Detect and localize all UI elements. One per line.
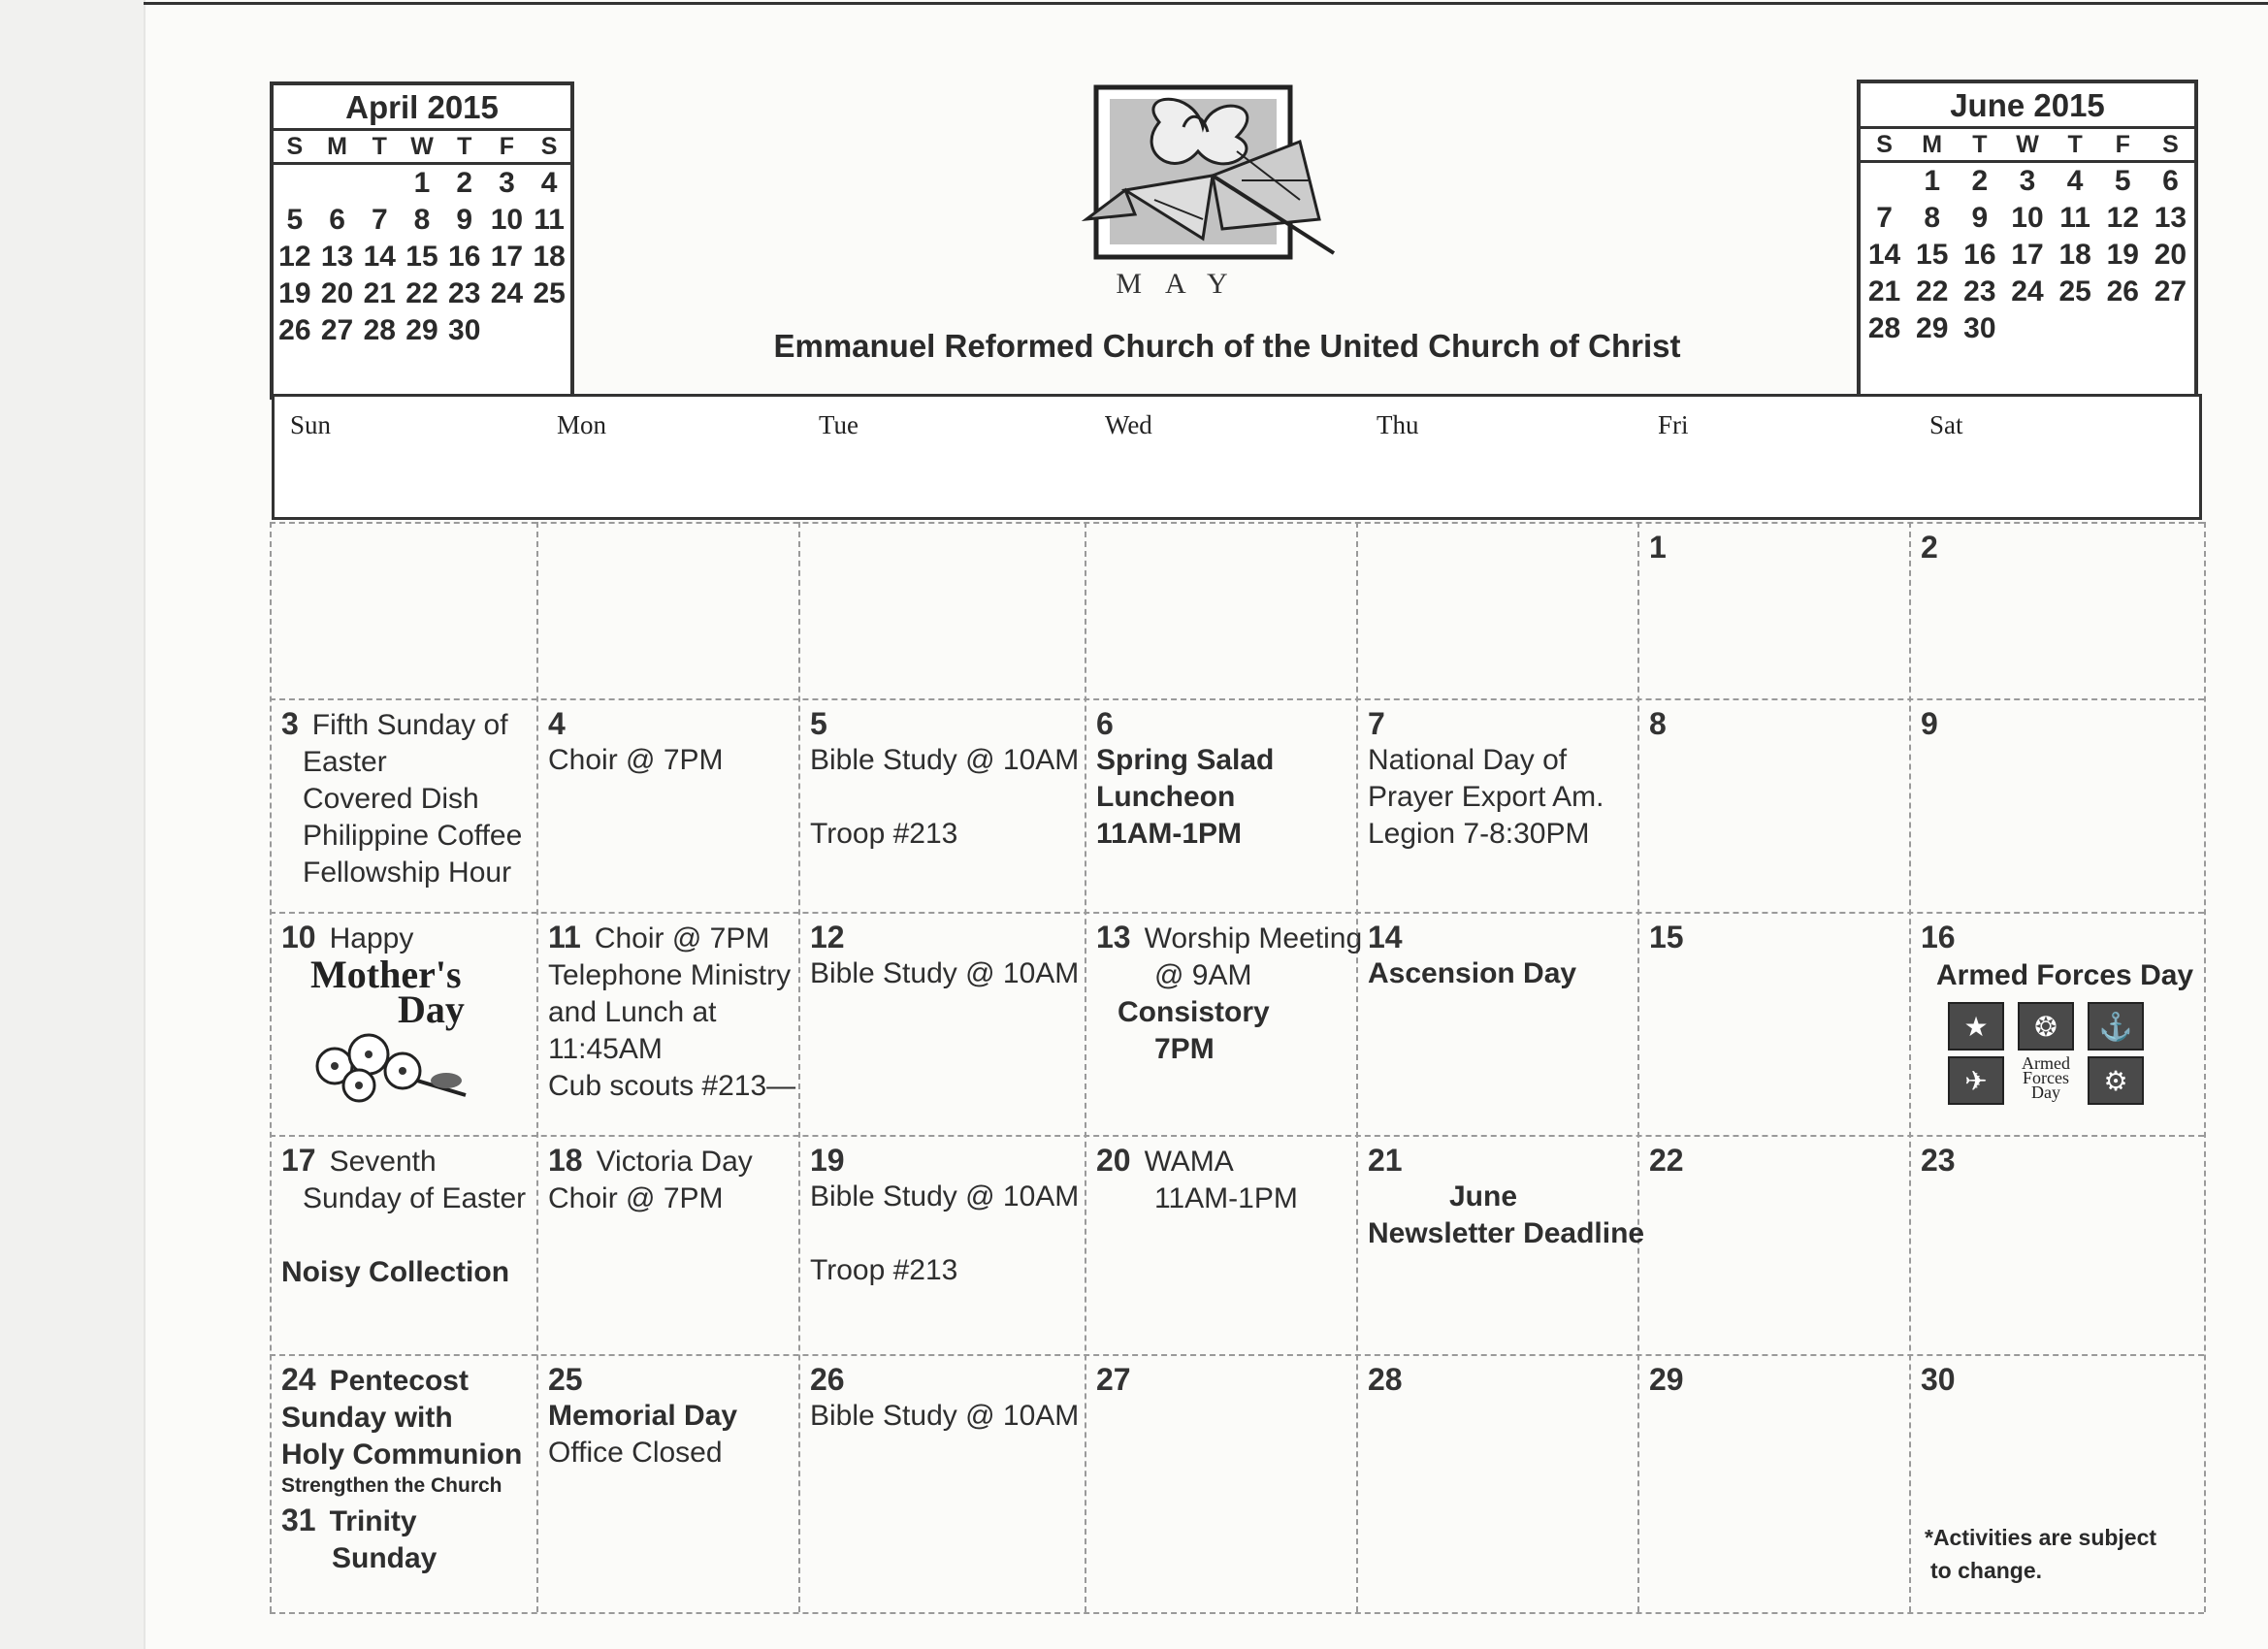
mini-calendar-day: 28 xyxy=(363,314,396,346)
day-first-line xyxy=(810,1362,1073,1398)
mini-calendar-days xyxy=(1861,163,2194,347)
mini-calendar-day: 26 xyxy=(278,314,311,346)
day-cell xyxy=(1356,698,1637,912)
day-first-line xyxy=(548,706,787,742)
event-text: Choir @ 7PM xyxy=(548,744,724,776)
weekday-thu: Thu xyxy=(1377,410,1419,439)
day-number: 31 xyxy=(281,1503,316,1537)
mini-calendar-day: 18 xyxy=(2058,239,2091,271)
event-text: Troop #213 xyxy=(810,818,958,850)
day-number: 24 xyxy=(281,1362,316,1397)
day-first-line xyxy=(1368,1362,1626,1398)
event-text xyxy=(810,1215,1073,1252)
event-text: Choir @ 7PM xyxy=(594,922,770,954)
event-text: Bible Study @ 10AM xyxy=(810,744,1080,776)
mini-calendar-day: 13 xyxy=(320,241,354,273)
event-text: Sunday xyxy=(332,1542,437,1574)
event-text: 11AM-1PM xyxy=(1154,1182,1298,1214)
event-text: Seventh xyxy=(329,1146,437,1178)
mini-calendar-dow: W xyxy=(2003,129,2051,163)
day-first-line xyxy=(1921,1143,2192,1179)
day-number: 12 xyxy=(810,920,845,954)
event-text: Troop #213 xyxy=(810,1254,958,1286)
day-cell xyxy=(1909,522,2204,698)
mini-calendar-day: 20 xyxy=(320,277,354,309)
day-cell xyxy=(1637,912,1909,1135)
mini-calendar-day: 5 xyxy=(2114,165,2131,197)
mini-calendar-day: 25 xyxy=(2058,275,2091,307)
event-text: Cub scouts #213— xyxy=(548,1070,796,1102)
note-line: to change. xyxy=(1930,1558,2043,1583)
mini-calendar-dow: T xyxy=(1956,129,2003,163)
mini-calendar-day: 23 xyxy=(1963,275,1996,307)
event-text: Victoria Day xyxy=(596,1146,753,1178)
event-text: Noisy Collection xyxy=(281,1256,510,1288)
day-number: 1 xyxy=(1649,530,1667,565)
mini-calendar-day: 8 xyxy=(1924,202,1941,234)
event-text: 11AM-1PM xyxy=(1096,818,1243,850)
day-first-line xyxy=(1921,920,2192,955)
mini-calendar-dow: S xyxy=(1861,129,1908,163)
day-cell xyxy=(1085,522,1356,698)
army-emblem-icon: ★ xyxy=(1948,1002,2004,1051)
day-number: 16 xyxy=(1921,920,1956,954)
day-first-line xyxy=(1649,706,1897,742)
mini-calendar-day: 30 xyxy=(448,314,481,346)
mini-calendar-day: 29 xyxy=(1916,312,1949,344)
event-text: Sunday with xyxy=(281,1402,453,1434)
mini-calendar-day xyxy=(316,165,359,202)
mini-calendar-day: 4 xyxy=(2066,165,2084,197)
mini-calendar-day xyxy=(2003,310,2051,347)
day-cell xyxy=(1085,912,1363,1135)
event-text: Armed Forces Day xyxy=(1936,959,2194,991)
butterfly-flower-logo xyxy=(1067,83,1348,299)
day-number: 25 xyxy=(548,1362,583,1397)
day-cell xyxy=(798,1135,1085,1354)
event-text: Trinity xyxy=(329,1505,417,1537)
day-number: 9 xyxy=(1921,706,1938,741)
mini-calendar-dow: F xyxy=(2099,129,2147,163)
weekday-fri: Fri xyxy=(1658,410,1689,439)
mini-calendar-dow: S xyxy=(274,131,316,165)
mini-calendar-dow: T xyxy=(2052,129,2099,163)
day-number: 26 xyxy=(810,1362,845,1397)
armed-forces-label-line: Forces xyxy=(2023,1068,2069,1087)
month-grid xyxy=(270,522,2204,1612)
mini-calendar-day: 19 xyxy=(2106,239,2139,271)
mini-calendar-day: 22 xyxy=(405,277,438,309)
event-text: Holy Communion xyxy=(281,1439,523,1471)
event-text: Legion 7-8:30PM xyxy=(1368,818,1590,850)
mini-calendar-day: 11 xyxy=(534,204,565,236)
mini-calendar-june xyxy=(1857,80,2198,398)
event-text: Consistory xyxy=(1118,996,1270,1028)
day-first-line xyxy=(281,1362,525,1400)
day-cell xyxy=(1637,1135,1909,1354)
mini-calendar-day: 16 xyxy=(1963,239,1996,271)
mini-calendar-day: 7 xyxy=(1876,202,1893,234)
mini-calendar-dow: M xyxy=(1908,129,1956,163)
mini-calendar-title: April 2015 xyxy=(274,85,570,131)
event-text: Sunday of Easter xyxy=(303,1182,527,1214)
day-first-line xyxy=(1368,706,1626,742)
mini-calendar-day: 12 xyxy=(2106,202,2139,234)
day-first-line xyxy=(1649,1362,1897,1398)
event-text: Philippine Coffee xyxy=(303,820,523,852)
day-number: 19 xyxy=(810,1143,845,1178)
mini-calendar-day: 21 xyxy=(1867,275,1901,307)
mini-calendar-day: 20 xyxy=(2154,239,2187,271)
mini-calendar-day: 6 xyxy=(2162,165,2179,197)
event-text: Prayer Export Am. xyxy=(1368,781,1604,813)
mini-calendar-day: 9 xyxy=(1971,202,1989,234)
scan-top-edge xyxy=(144,2,2268,5)
mini-calendar-dow: S xyxy=(528,131,570,165)
day-number: 10 xyxy=(281,920,316,954)
air-force-emblem-icon: ✈ xyxy=(1948,1056,2004,1105)
event-text: 7PM xyxy=(1154,1033,1215,1065)
day-number: 23 xyxy=(1921,1143,1956,1178)
event-text: Pentecost xyxy=(329,1365,469,1397)
mini-calendar-day xyxy=(358,349,401,386)
mini-calendar-day: 24 xyxy=(490,277,524,309)
day-cell xyxy=(1909,1354,2204,1612)
day-first-line xyxy=(1096,1143,1345,1180)
day-number: 22 xyxy=(1649,1143,1684,1178)
day-cell xyxy=(270,698,536,912)
day-first-line xyxy=(1921,530,2192,566)
event-text: Fifth Sunday of xyxy=(311,709,508,741)
day-number: 30 xyxy=(1921,1362,1956,1397)
day-first-line xyxy=(548,920,787,957)
day-number: 18 xyxy=(548,1143,583,1178)
event-text: Office Closed xyxy=(548,1437,723,1469)
day-cell xyxy=(798,698,1085,912)
event-text: Bible Study @ 10AM xyxy=(810,957,1080,989)
mothers-day-line: Mother's xyxy=(310,953,462,996)
event-text: National Day of xyxy=(1368,744,1568,776)
mothers-day-line: Day xyxy=(398,987,465,1031)
weekday-tue: Tue xyxy=(819,410,859,439)
day-cell xyxy=(270,1354,536,1612)
day-cell xyxy=(1356,912,1637,1135)
grid-horizontal-line xyxy=(270,1612,2204,1614)
mini-calendar-day: 17 xyxy=(490,241,524,273)
day-first-line xyxy=(548,1143,787,1180)
event-text: Happy xyxy=(329,922,414,954)
mini-calendar-day: 30 xyxy=(1963,312,1996,344)
day-cell xyxy=(1909,698,2204,912)
day-number: 7 xyxy=(1368,706,1385,741)
day-number: 13 xyxy=(1096,920,1131,954)
mini-calendar-day: 10 xyxy=(490,204,524,236)
event-text: Luncheon xyxy=(1096,781,1236,813)
mini-calendar-day: 12 xyxy=(278,241,311,273)
marine-emblem-icon: ❂ xyxy=(2018,1002,2074,1051)
mini-calendar-day: 27 xyxy=(2154,275,2187,307)
day-first-line xyxy=(1096,1362,1345,1398)
event-text: Covered Dish xyxy=(303,783,479,815)
mini-calendar-day xyxy=(2099,310,2147,347)
mini-calendar-day: 11 xyxy=(2059,202,2090,234)
event-text: Choir @ 7PM xyxy=(548,1182,724,1214)
mini-calendar-day: 15 xyxy=(1916,239,1949,271)
day-first-line xyxy=(1368,1143,1626,1179)
navy-emblem-icon: ⚓ xyxy=(2088,1002,2144,1051)
event-text: @ 9AM xyxy=(1154,959,1252,991)
day-cell xyxy=(1637,698,1909,912)
mini-calendar-day: 15 xyxy=(405,241,438,273)
day-number: 5 xyxy=(810,706,827,741)
mini-calendar-day: 13 xyxy=(2154,202,2187,234)
event-text: 11:45AM xyxy=(548,1033,663,1065)
coast-guard-emblem-icon: ⚙ xyxy=(2088,1056,2144,1105)
event-text: Fellowship Hour xyxy=(303,857,512,889)
armed-forces-icons xyxy=(1948,1002,2192,1105)
event-text: Newsletter Deadline xyxy=(1368,1217,1645,1249)
mini-calendar-day: 1 xyxy=(413,167,431,199)
day-number: 28 xyxy=(1368,1362,1403,1397)
armed-forces-label-line: Armed xyxy=(2022,1053,2070,1073)
mini-calendar-dow: S xyxy=(2147,129,2194,163)
mini-calendar-dow: M xyxy=(316,131,359,165)
mini-calendar-day: 14 xyxy=(1867,239,1901,271)
day-cell xyxy=(1909,1135,2204,1354)
mini-calendar-day: 28 xyxy=(1867,312,1901,344)
day-cell xyxy=(1356,1135,1645,1354)
day-number: 4 xyxy=(548,706,566,741)
mini-calendar-day: 1 xyxy=(1924,165,1941,197)
mini-calendar-day: 2 xyxy=(1971,165,1989,197)
day-cell xyxy=(536,1354,798,1612)
event-text xyxy=(281,1217,525,1254)
day-number: 29 xyxy=(1649,1362,1684,1397)
logo-month-text: MAY xyxy=(1116,268,1251,300)
mini-calendar-dow-row xyxy=(1861,129,2194,163)
event-text: June xyxy=(1449,1180,1518,1212)
day-first-line xyxy=(1649,1143,1897,1179)
day-cell xyxy=(1085,1135,1356,1354)
mini-calendar-day xyxy=(1861,163,1908,200)
mini-calendar-dow: T xyxy=(358,131,401,165)
mini-calendar-day: 2 xyxy=(456,167,473,199)
scan-margin xyxy=(0,0,146,1649)
mini-calendar-day: 26 xyxy=(2106,275,2139,307)
mini-calendar-day: 4 xyxy=(540,167,558,199)
mini-calendar-dow: T xyxy=(443,131,486,165)
event-text: Worship Meeting xyxy=(1144,922,1363,954)
note-line: *Activities are subject xyxy=(1925,1525,2157,1550)
mini-calendar-day: 21 xyxy=(363,277,396,309)
event-text: Bible Study @ 10AM xyxy=(810,1180,1080,1212)
mini-calendar-day: 10 xyxy=(2011,202,2044,234)
day-cell xyxy=(1085,698,1356,912)
day-number: 15 xyxy=(1649,920,1684,954)
day-cell xyxy=(536,1135,798,1354)
mini-calendar-day: 7 xyxy=(371,204,388,236)
armed-forces-day-label xyxy=(2018,1053,2074,1105)
day-cell xyxy=(798,522,1085,698)
weekday-sat: Sat xyxy=(1929,410,1963,439)
day-cell xyxy=(270,912,536,1135)
day-number: 11 xyxy=(548,920,581,954)
mini-calendar-day: 23 xyxy=(448,277,481,309)
mini-calendar-day xyxy=(2147,310,2194,347)
day-first-line xyxy=(548,1362,787,1398)
mini-calendar-day: 14 xyxy=(363,241,396,273)
day-first-line xyxy=(1921,1362,2192,1398)
event-text: WAMA xyxy=(1144,1146,1234,1178)
mini-calendar-day: 24 xyxy=(2011,275,2044,307)
mini-calendar-day xyxy=(316,349,359,386)
event-text xyxy=(810,779,1073,816)
day-cell xyxy=(536,522,798,698)
flower-bouquet-icon xyxy=(301,1027,475,1105)
event-text: and Lunch at xyxy=(548,996,717,1028)
weekday-header-row xyxy=(272,394,2202,520)
event-text: Spring Salad xyxy=(1096,744,1275,776)
activities-note xyxy=(1925,1521,2156,1587)
day-number: 2 xyxy=(1921,530,1938,565)
mini-calendar-day: 25 xyxy=(533,277,566,309)
armed-forces-label-line: Day xyxy=(2031,1083,2060,1102)
mini-calendar-day: 27 xyxy=(320,314,354,346)
mini-calendar-april xyxy=(270,81,574,400)
day-cell xyxy=(1356,1354,1637,1612)
mini-calendar-title: June 2015 xyxy=(1861,83,2194,129)
day-cell xyxy=(798,1354,1085,1612)
mini-calendar-day: 3 xyxy=(499,167,515,199)
day-cell xyxy=(1909,912,2204,1135)
mini-calendar-dow-row xyxy=(274,131,570,165)
mini-calendar-day: 18 xyxy=(533,241,566,273)
mini-calendar-day xyxy=(358,165,401,202)
day-first-line xyxy=(1096,920,1363,957)
day-first-line xyxy=(1096,706,1345,742)
mini-calendar-day: 8 xyxy=(413,204,431,236)
mini-calendar-day: 9 xyxy=(456,204,473,236)
mini-calendar-days xyxy=(274,165,570,386)
day-first-line xyxy=(810,920,1073,955)
day-number: 14 xyxy=(1368,920,1403,954)
mini-calendar-day: 5 xyxy=(286,204,304,236)
day-cell xyxy=(1085,1354,1356,1612)
day-cell xyxy=(798,912,1085,1135)
day-first-line xyxy=(281,706,525,744)
mini-calendar-day: 17 xyxy=(2011,239,2044,271)
mini-calendar-day xyxy=(528,312,570,349)
event-text: Bible Study @ 10AM xyxy=(810,1400,1080,1432)
day-cell xyxy=(536,912,798,1135)
day-number: 17 xyxy=(281,1143,316,1178)
day-first-line xyxy=(1368,920,1626,955)
grid-vertical-line xyxy=(2204,522,2206,1612)
mini-calendar-day: 3 xyxy=(2019,165,2036,197)
event-text: Strengthen the Church xyxy=(281,1474,502,1497)
weekday-mon: Mon xyxy=(557,410,607,439)
mini-calendar-day: 6 xyxy=(329,204,345,236)
mothers-day-text xyxy=(310,953,525,1031)
day-cell xyxy=(1637,522,1909,698)
mini-calendar-day: 19 xyxy=(278,277,311,309)
day-first-line xyxy=(810,706,1073,742)
day-cell xyxy=(270,522,536,698)
day-cell xyxy=(536,698,798,912)
day-first-line xyxy=(1649,530,1897,566)
mini-calendar-day: 16 xyxy=(448,241,481,273)
day-number: 6 xyxy=(1096,706,1114,741)
day-number: 3 xyxy=(281,706,299,741)
mini-calendar-day: 29 xyxy=(405,314,438,346)
event-text: Easter xyxy=(303,746,387,778)
event-text: Ascension Day xyxy=(1368,957,1577,989)
day-cell xyxy=(1356,522,1637,698)
day-extra-entry xyxy=(281,1503,525,1540)
event-text: Telephone Ministry xyxy=(548,959,792,991)
event-text: Memorial Day xyxy=(548,1400,738,1432)
weekday-wed: Wed xyxy=(1105,410,1152,439)
church-title: Emmanuel Reformed Church of the United Church of Christ xyxy=(773,328,1681,364)
mini-calendar-day xyxy=(2052,310,2099,347)
mini-calendar-dow: F xyxy=(486,131,529,165)
weekday-sun: Sun xyxy=(290,410,332,439)
day-cell xyxy=(270,1135,536,1354)
mini-calendar-day xyxy=(486,312,529,349)
mini-calendar-day xyxy=(274,165,316,202)
day-first-line xyxy=(1921,706,2192,742)
day-number: 27 xyxy=(1096,1362,1131,1397)
day-number: 20 xyxy=(1096,1143,1131,1178)
day-cell xyxy=(1637,1354,1909,1612)
mini-calendar-day: 22 xyxy=(1916,275,1949,307)
day-first-line xyxy=(1649,920,1897,955)
day-first-line xyxy=(281,1143,525,1180)
day-number: 8 xyxy=(1649,706,1667,741)
day-number: 21 xyxy=(1368,1143,1403,1178)
mini-calendar-dow: W xyxy=(401,131,443,165)
day-first-line xyxy=(810,1143,1073,1179)
mini-calendar-day xyxy=(274,349,316,386)
